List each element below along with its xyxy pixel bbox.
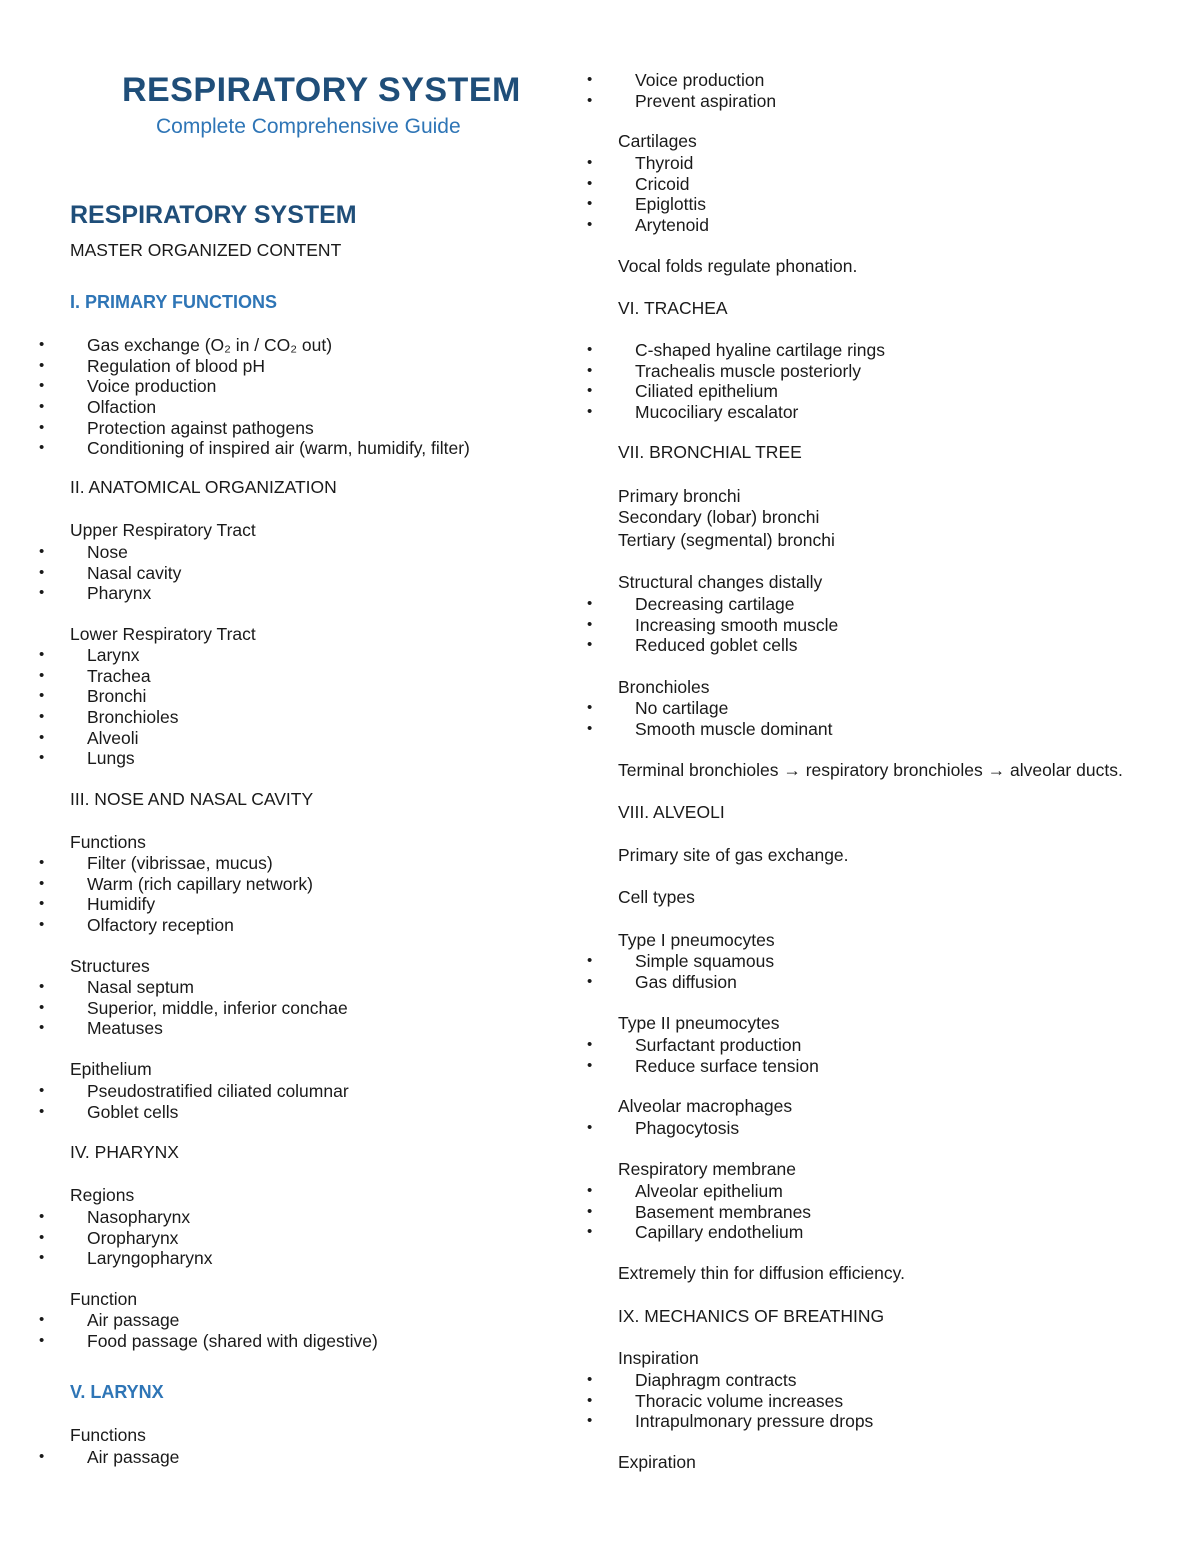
list-item: • Warm (rich capillary network)	[70, 874, 313, 895]
list-item: • Phagocytosis	[618, 1118, 739, 1139]
list-item: • Thyroid	[618, 153, 709, 174]
epithelium-label: Epithelium	[70, 1059, 152, 1079]
list-item: • Nasal septum	[70, 977, 348, 998]
list-item: • Alveoli	[70, 728, 178, 749]
list-item: • Trachea	[70, 666, 178, 687]
pharynx-function-label: Function	[70, 1289, 138, 1309]
list-item: • Air passage	[70, 1310, 378, 1331]
inspiration-list	[618, 1370, 873, 1432]
list-item: • Capillary endothelium	[618, 1222, 811, 1243]
list-item: • Smooth muscle dominant	[618, 719, 832, 740]
bronchi-line: Tertiary (segmental) bronchi	[618, 530, 835, 550]
heading-pharynx: IV. PHARYNX	[70, 1142, 179, 1162]
list-item: • Prevent aspiration	[618, 91, 776, 112]
nose-functions-label: Functions	[70, 832, 146, 852]
macrophages-list	[618, 1118, 739, 1139]
list-item: • Oropharynx	[70, 1228, 213, 1249]
list-item: • Regulation of blood pH	[70, 356, 470, 377]
thin-membrane-note: Extremely thin for diffusion efficiency.	[618, 1263, 905, 1283]
list-item: • Surfactant production	[618, 1035, 819, 1056]
list-item: • Goblet cells	[70, 1102, 349, 1123]
inspiration-label: Inspiration	[618, 1348, 699, 1368]
list-item: • Bronchi	[70, 686, 178, 707]
structural-changes-label: Structural changes distally	[618, 572, 823, 592]
pharynx-function-list	[70, 1310, 378, 1351]
list-item: • Ciliated epithelium	[618, 381, 885, 402]
list-item: • Olfaction	[70, 397, 470, 418]
alveoli-note: Primary site of gas exchange.	[618, 845, 849, 865]
heading-anatomical-organization: II. ANATOMICAL ORGANIZATION	[70, 477, 337, 497]
list-item: • Nasopharynx	[70, 1207, 213, 1228]
list-item: • Cricoid	[618, 174, 709, 195]
list-item: • Basement membranes	[618, 1202, 811, 1223]
primary-functions-list	[70, 335, 470, 459]
list-item: • Pharynx	[70, 583, 181, 604]
larynx-functions-continued-list	[618, 70, 776, 111]
structures-list	[70, 977, 348, 1039]
list-item: • Air passage	[70, 1447, 179, 1468]
heading-bronchial-tree: VII. BRONCHIAL TREE	[618, 442, 802, 462]
section-title: RESPIRATORY SYSTEM	[70, 201, 357, 229]
upper-tract-label: Upper Respiratory Tract	[70, 520, 256, 540]
bronchi-line: Primary bronchi	[618, 486, 741, 506]
list-item: • Humidify	[70, 894, 313, 915]
list-item: • Superior, middle, inferior conchae	[70, 998, 348, 1019]
cartilages-list	[618, 153, 709, 236]
respiratory-membrane-label: Respiratory membrane	[618, 1159, 796, 1179]
list-item: • Voice production	[618, 70, 776, 91]
list-item: • No cartilage	[618, 698, 832, 719]
type1-label: Type I pneumocytes	[618, 930, 775, 950]
cell-types-label: Cell types	[618, 887, 695, 907]
respiratory-membrane-list	[618, 1181, 811, 1243]
list-item: • Alveolar epithelium	[618, 1181, 811, 1202]
document-subtitle: Complete Comprehensive Guide	[156, 115, 461, 138]
list-item: • Lungs	[70, 748, 178, 769]
list-item: • Gas exchange (O₂ in / CO₂ out)	[70, 335, 470, 356]
vocal-note: Vocal folds regulate phonation.	[618, 256, 858, 276]
list-item: • Nose	[70, 542, 181, 563]
list-item: • Intrapulmonary pressure drops	[618, 1411, 873, 1432]
list-item: • Larynx	[70, 645, 178, 666]
heading-primary-functions: I. PRIMARY FUNCTIONS	[70, 292, 278, 312]
list-item: • Filter (vibrissae, mucus)	[70, 853, 313, 874]
macrophages-label: Alveolar macrophages	[618, 1096, 793, 1116]
list-item: • Arytenoid	[618, 215, 709, 236]
list-item: • Reduce surface tension	[618, 1056, 819, 1077]
list-item: • Trachealis muscle posteriorly	[618, 361, 885, 382]
heading-larynx: V. LARYNX	[70, 1382, 164, 1402]
heading-nose: III. NOSE AND NASAL CAVITY	[70, 789, 314, 809]
regions-label: Regions	[70, 1185, 135, 1205]
list-item: • Food passage (shared with digestive)	[70, 1331, 378, 1352]
nose-functions-list	[70, 853, 313, 936]
intro-text: MASTER ORGANIZED CONTENT	[70, 240, 342, 260]
list-item: • Diaphragm contracts	[618, 1370, 873, 1391]
list-item: • Conditioning of inspired air (warm, humidify, filter)	[70, 438, 470, 459]
list-item: • Meatuses	[70, 1018, 348, 1039]
list-item: • Gas diffusion	[618, 972, 774, 993]
list-item: • Protection against pathogens	[70, 418, 470, 439]
epithelium-list	[70, 1081, 349, 1122]
list-item: • Thoracic volume increases	[618, 1391, 873, 1412]
lower-tract-list	[70, 645, 178, 769]
type1-list	[618, 951, 774, 992]
type2-label: Type II pneumocytes	[618, 1013, 780, 1033]
cartilages-label: Cartilages	[618, 131, 697, 151]
list-item: • Olfactory reception	[70, 915, 313, 936]
list-item: • Voice production	[70, 376, 470, 397]
heading-trachea: VI. TRACHEA	[618, 298, 728, 318]
heading-alveoli: VIII. ALVEOLI	[618, 802, 725, 822]
expiration-label: Expiration	[618, 1452, 696, 1472]
list-item: • Mucociliary escalator	[618, 402, 885, 423]
list-item: • Decreasing cartilage	[618, 594, 838, 615]
list-item: • Epiglottis	[618, 194, 709, 215]
list-item: • Reduced goblet cells	[618, 635, 838, 656]
list-item: • Bronchioles	[70, 707, 178, 728]
document-title: RESPIRATORY SYSTEM	[122, 71, 521, 109]
upper-tract-list	[70, 542, 181, 604]
regions-list	[70, 1207, 213, 1269]
lower-tract-label: Lower Respiratory Tract	[70, 624, 256, 644]
type2-list	[618, 1035, 819, 1076]
structures-label: Structures	[70, 956, 150, 976]
list-item: • C-shaped hyaline cartilage rings	[618, 340, 885, 361]
larynx-functions-list	[70, 1447, 179, 1468]
list-item: • Laryngopharynx	[70, 1248, 213, 1269]
list-item: • Simple squamous	[618, 951, 774, 972]
bronchioles-label: Bronchioles	[618, 677, 710, 697]
larynx-functions-label: Functions	[70, 1425, 146, 1445]
heading-mechanics: IX. MECHANICS OF BREATHING	[618, 1306, 885, 1326]
list-item: • Pseudostratified ciliated columnar	[70, 1081, 349, 1102]
list-item: • Increasing smooth muscle	[618, 615, 838, 636]
list-item: • Nasal cavity	[70, 563, 181, 584]
bronchi-line: Secondary (lobar) bronchi	[618, 507, 820, 527]
bronchioles-list	[618, 698, 832, 739]
structural-changes-list	[618, 594, 838, 656]
trachea-list	[618, 340, 885, 423]
terminal-bronchioles-note: Terminal bronchioles → respiratory bronchioles → alveolar ducts.	[618, 760, 1123, 780]
